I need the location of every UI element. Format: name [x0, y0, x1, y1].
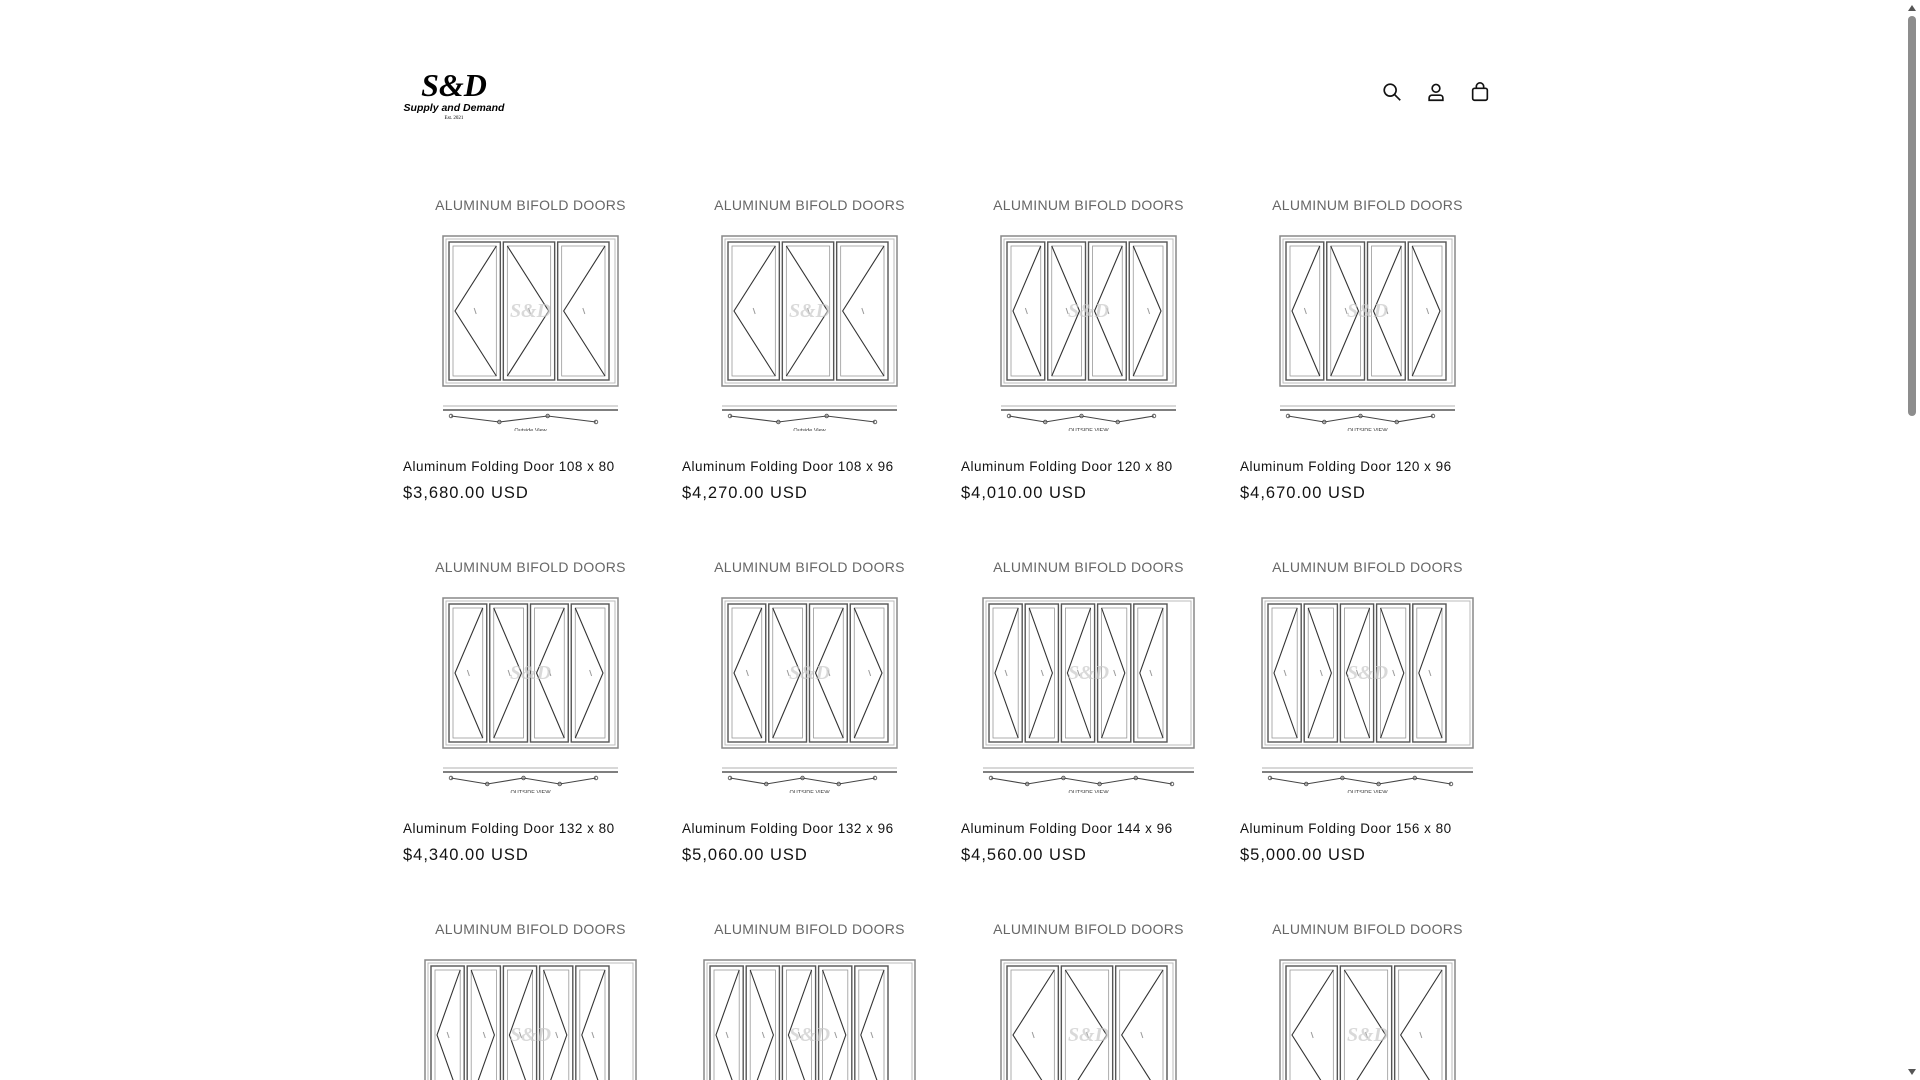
watermark: S&D [1346, 1024, 1389, 1046]
door-panel [1286, 966, 1337, 1080]
door-panel [989, 604, 1022, 742]
door-panel [746, 966, 779, 1080]
watermark: S&D [788, 300, 831, 322]
door-frame-inner [1283, 963, 1452, 1080]
product-price: $4,340.00 USD [403, 846, 529, 864]
image-caption: ALUMINUM BIFOLD DOORS [1272, 197, 1463, 213]
product-card[interactable] [961, 900, 1216, 1080]
watermark: S&D [1346, 300, 1389, 322]
product-grid [403, 176, 1496, 1080]
product-image-link[interactable] [961, 900, 1216, 1080]
fold-plan-diagram [1280, 406, 1455, 424]
door-panel [1413, 604, 1446, 742]
door-panel [837, 242, 888, 380]
product-price: $4,670.00 USD [1240, 484, 1366, 502]
door-panel [1268, 604, 1301, 742]
image-caption: ALUMINUM BIFOLD DOORS [435, 559, 626, 575]
product-price: $4,270.00 USD [682, 484, 808, 502]
door-panel [558, 242, 609, 380]
header-icons [1376, 76, 1496, 108]
product-title[interactable]: Aluminum Folding Door 108 x 80 [403, 459, 615, 474]
scroll-up-icon[interactable] [1907, 3, 1917, 13]
product-image-link[interactable] [682, 900, 937, 1080]
product-price: $4,560.00 USD [961, 846, 1087, 864]
product-image [682, 538, 937, 793]
outside-view-label: OUTSIDE VIEW [789, 790, 830, 793]
product-image-link[interactable] [1240, 176, 1495, 431]
scroll-down-icon[interactable] [1907, 1067, 1917, 1077]
watermark: S&D [1067, 300, 1110, 322]
door-panel [540, 966, 573, 1080]
product-price: $3,680.00 USD [403, 484, 529, 502]
logo [403, 64, 505, 124]
fold-plan-diagram [443, 768, 618, 786]
outside-view-label: OUTSIDE VIEW [510, 790, 551, 793]
logo-name: Supply and Demand [403, 102, 505, 114]
product-image [961, 538, 1216, 793]
door-panel [1007, 242, 1045, 380]
product-card[interactable] [961, 538, 1216, 864]
door-frame-inner [428, 963, 633, 1080]
door-panel [850, 604, 888, 742]
product-title[interactable]: Aluminum Folding Door 108 x 96 [682, 459, 894, 474]
door-panel [819, 966, 852, 1080]
product-image [403, 538, 658, 793]
door-panel [1340, 966, 1391, 1080]
door-frame-inner [1004, 963, 1173, 1080]
product-card[interactable] [682, 900, 937, 1080]
product-image [1240, 900, 1495, 1080]
product-card[interactable] [1240, 900, 1495, 1080]
watermark: S&D [1067, 1024, 1110, 1046]
door-panel [1395, 966, 1446, 1080]
logo-mark: S&D [421, 67, 487, 103]
product-card[interactable] [1240, 538, 1495, 864]
product-title[interactable]: Aluminum Folding Door 120 x 96 [1240, 459, 1452, 474]
product-title[interactable]: Aluminum Folding Door 156 x 80 [1240, 821, 1452, 836]
outside-view-label: OUTSIDE VIEW [1068, 790, 1109, 793]
image-caption: ALUMINUM BIFOLD DOORS [435, 921, 626, 937]
image-caption: ALUMINUM BIFOLD DOORS [1272, 921, 1463, 937]
image-caption: ALUMINUM BIFOLD DOORS [435, 197, 626, 213]
image-caption: ALUMINUM BIFOLD DOORS [993, 197, 1184, 213]
door-panel [1129, 242, 1167, 380]
product-card[interactable] [403, 900, 658, 1080]
product-title[interactable]: Aluminum Folding Door 120 x 80 [961, 459, 1173, 474]
account-icon[interactable] [1420, 76, 1452, 108]
product-image-link[interactable] [1240, 538, 1495, 793]
outside-view-label: OUTSIDE VIEW [1347, 790, 1388, 793]
product-price: $5,060.00 USD [682, 846, 808, 864]
product-image-link[interactable] [403, 538, 658, 793]
watermark: S&D [788, 1024, 831, 1046]
image-caption: ALUMINUM BIFOLD DOORS [714, 921, 905, 937]
logo-link[interactable] [403, 64, 505, 124]
door-panel [1007, 966, 1058, 1080]
watermark: S&D [509, 300, 552, 322]
door-panel [728, 604, 766, 742]
product-card[interactable] [1240, 176, 1495, 502]
watermark: S&D [509, 1024, 552, 1046]
product-title[interactable]: Aluminum Folding Door 144 x 96 [961, 821, 1173, 836]
door-panel [449, 242, 500, 380]
door-frame [704, 960, 915, 1080]
image-caption: ALUMINUM BIFOLD DOORS [993, 921, 1184, 937]
product-image [682, 176, 937, 431]
image-caption: ALUMINUM BIFOLD DOORS [714, 197, 905, 213]
fold-plan-diagram [443, 406, 618, 424]
door-frame [425, 960, 636, 1080]
door-panel [1061, 966, 1112, 1080]
watermark: S&D [788, 662, 831, 684]
product-card[interactable] [403, 176, 658, 502]
door-panel [1304, 604, 1337, 742]
product-image-link[interactable] [682, 176, 937, 431]
outside-view-label: OUTSIDE VIEW [1068, 428, 1109, 431]
door-panel [571, 604, 609, 742]
product-price: $5,000.00 USD [1240, 846, 1366, 864]
product-image-link[interactable] [961, 176, 1216, 431]
door-panel [1134, 604, 1167, 742]
watermark: S&D [1067, 662, 1110, 684]
product-card[interactable] [403, 538, 658, 864]
product-card[interactable] [682, 176, 937, 502]
scroll-thumb[interactable] [1908, 16, 1916, 416]
door-panel [855, 966, 888, 1080]
door-panel [503, 966, 536, 1080]
product-image [403, 900, 658, 1080]
fold-plan-diagram [1262, 768, 1473, 786]
door-panel [431, 966, 464, 1080]
product-image [961, 900, 1216, 1080]
door-panel [728, 242, 779, 380]
door-frame [1001, 960, 1176, 1080]
watermark: S&D [1346, 662, 1389, 684]
fold-plan-diagram [722, 406, 897, 424]
product-image-link[interactable] [961, 538, 1216, 793]
product-title[interactable]: Aluminum Folding Door 132 x 96 [682, 821, 894, 836]
door-panel [1025, 604, 1058, 742]
door-panel [1408, 242, 1446, 380]
scrollbar[interactable] [1904, 0, 1920, 1080]
door-frame-inner [707, 963, 912, 1080]
door-panel [1116, 966, 1167, 1080]
site-header [403, 54, 1496, 134]
product-card[interactable] [682, 538, 937, 864]
logo-est: Est. 2021 [444, 116, 464, 121]
search-icon[interactable] [1376, 76, 1408, 108]
product-image [1240, 176, 1495, 431]
cart-icon[interactable] [1464, 76, 1496, 108]
door-panel [782, 966, 815, 1080]
product-image-link[interactable] [682, 538, 937, 793]
door-panel [576, 966, 609, 1080]
product-image [961, 176, 1216, 431]
image-caption: ALUMINUM BIFOLD DOORS [1272, 559, 1463, 575]
fold-plan-diagram [722, 768, 897, 786]
product-image-link[interactable] [403, 176, 658, 431]
image-caption: ALUMINUM BIFOLD DOORS [993, 559, 1184, 575]
watermark: S&D [509, 662, 552, 684]
product-card[interactable] [961, 176, 1216, 502]
outside-view-label: Outside View [793, 428, 826, 431]
outside-view-label: Outside View [514, 428, 547, 431]
product-image [1240, 538, 1495, 793]
door-panel [710, 966, 743, 1080]
fold-plan-diagram [983, 768, 1194, 786]
door-panel [1286, 242, 1324, 380]
product-price: $4,010.00 USD [961, 484, 1087, 502]
door-frame [1280, 960, 1455, 1080]
image-caption: ALUMINUM BIFOLD DOORS [714, 559, 905, 575]
product-image-link[interactable] [403, 900, 658, 1080]
product-image-link[interactable] [1240, 900, 1495, 1080]
door-panel [449, 604, 487, 742]
door-panel [467, 966, 500, 1080]
fold-plan-diagram [1001, 406, 1176, 424]
product-title[interactable]: Aluminum Folding Door 132 x 80 [403, 821, 615, 836]
product-image [403, 176, 658, 431]
outside-view-label: OUTSIDE VIEW [1347, 428, 1388, 431]
product-image [682, 900, 937, 1080]
